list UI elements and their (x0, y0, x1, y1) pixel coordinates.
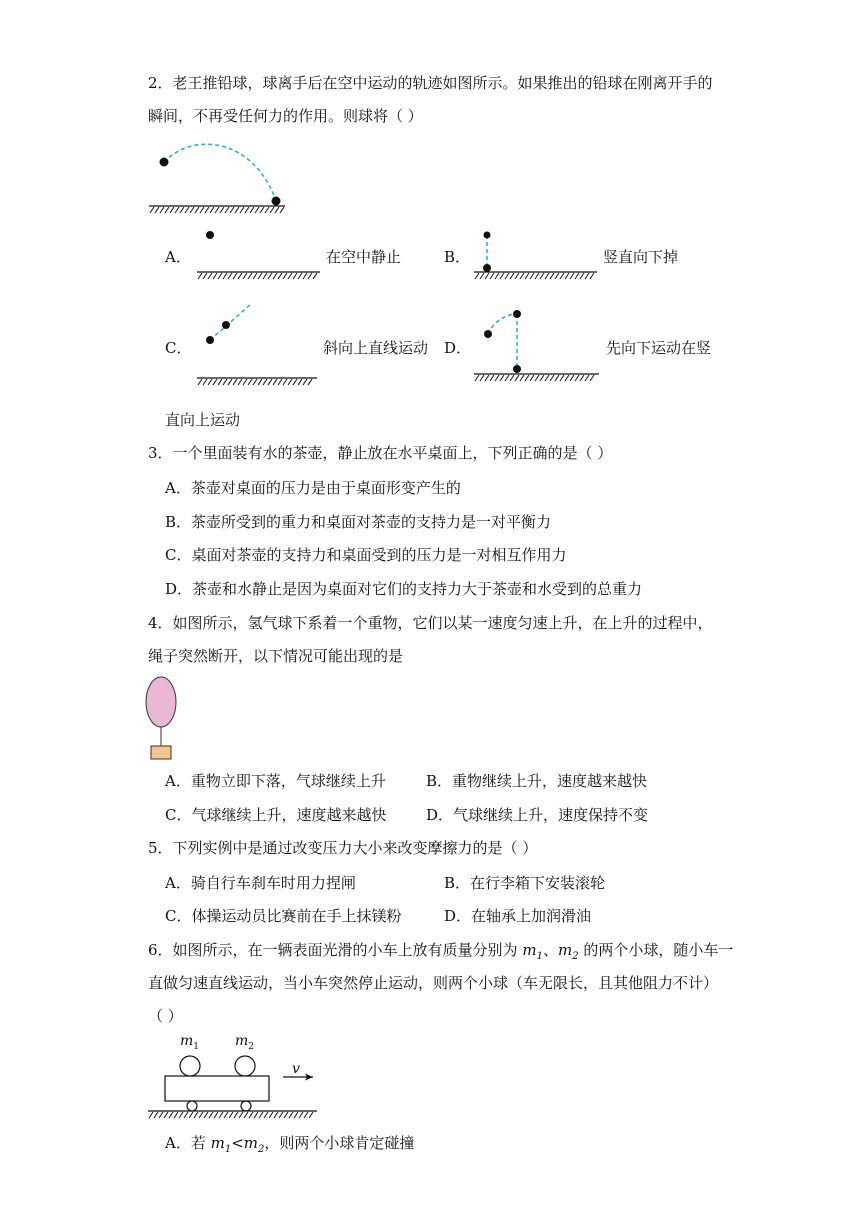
q4-option-d: D．气球继续上升，速度保持不变 (426, 806, 649, 824)
q2-option-b-figure (472, 228, 602, 282)
q6-m1-symbol: m (522, 941, 537, 959)
ground-hatch-marks (150, 207, 284, 213)
q6-stem-line3: （ ） (148, 1007, 183, 1025)
ball-moving-icon (222, 321, 230, 329)
q6-option-a-m1-subscript: 1 (224, 1144, 232, 1155)
q6-separator: 、 (542, 941, 558, 959)
fig-m2-subscript: 2 (248, 1041, 255, 1052)
q6-stem-line2: 直做匀速直线运动，当小车突然停止运动，则两个小球（车无限长，且其他阻力不计） (148, 974, 719, 992)
ball-bottom-icon (483, 264, 491, 272)
fig-m2-symbol: m (235, 1033, 249, 1049)
ball-start-icon (484, 330, 492, 338)
q2-option-d-figure (472, 300, 604, 390)
q5-stem: 5．下列实例中是通过改变压力大小来改变摩擦力的是（ ） (148, 839, 538, 857)
q2-option-b-letter: B． (444, 248, 471, 266)
ball-m1-icon (180, 1056, 200, 1076)
q6-m2-symbol: m (557, 941, 573, 959)
q3-option-a: A．茶壶对桌面的压力是由于桌面形变产生的 (165, 479, 461, 497)
q6-cart-figure (145, 1050, 325, 1122)
q2-option-a-text: 在空中静止 (326, 248, 402, 266)
q2-option-d-continuation: 直向上运动 (165, 411, 241, 429)
q2-stem-line2: 瞬间，不再受任何力的作用。则球将（ ） (148, 107, 423, 125)
q2-option-a-letter: A． (165, 248, 191, 266)
ball-start-icon (206, 336, 214, 344)
q2-option-b-text: 竖直向下掉 (603, 248, 679, 266)
q6-stem-line1 (148, 940, 733, 967)
q4-option-c: C．气球继续上升，速度越来越快 (165, 806, 387, 824)
q6-option-a-m2-subscript: 2 (258, 1144, 265, 1155)
q3-option-b: B．茶壶所受到的重力和桌面对茶壶的支持力是一对平衡力 (165, 513, 552, 531)
q2-option-d-text: 先向下运动在竖 (606, 339, 712, 357)
q4-balloon-figure (145, 676, 181, 762)
q2-option-c-letter: C． (165, 339, 192, 357)
balloon-icon (146, 677, 176, 727)
q6-option-a-prefix: A．若 (165, 1134, 211, 1152)
q6-stem-text-a: 6．如图所示，在一辆表面光滑的小车上放有质量分别为 (148, 941, 523, 959)
q6-option-a-less-than: < (231, 1134, 244, 1152)
ball-start-icon (160, 158, 169, 167)
weight-icon (151, 746, 171, 759)
fig-m1-subscript: 1 (193, 1041, 200, 1052)
q6-m2-subscript: 2 (572, 951, 579, 962)
ball-top-icon (513, 310, 521, 318)
q6-option-a-m2: m (243, 1134, 259, 1152)
q4-stem-line1: 4．如图所示，氢气球下系着一个重物，它们以某一速度匀速上升，在上升的过程中， (148, 614, 713, 632)
fig-m1-symbol: m (180, 1033, 194, 1049)
q6-option-a (165, 1133, 414, 1160)
q3-option-d: D．茶壶和水静止是因为桌面对它们的支持力大于茶壶和水受到的总重力 (165, 580, 643, 598)
ball-m2-icon (235, 1056, 255, 1076)
q6-fig-velocity-label: v (292, 1061, 300, 1077)
ball-bottom-icon (513, 365, 521, 373)
q5-option-c: C．体操运动员比赛前在手上抹镁粉 (165, 907, 402, 925)
q5-option-a: A．骑自行车刹车时用力捏闸 (165, 874, 356, 892)
q5-option-b: B．在行李箱下安装滚轮 (444, 874, 606, 892)
q6-option-a-m1: m (210, 1134, 225, 1152)
ball-icon (206, 231, 214, 239)
q6-option-a-suffix: ，则两个小球肯定碰撞 (264, 1134, 415, 1152)
q6-stem-text-b: 的两个小球，随小车一 (578, 941, 734, 959)
q2-option-d-letter: D． (444, 339, 472, 357)
q3-stem: 3．一个里面装有水的茶壶，静止放在水平桌面上，下列正确的是（ ） (148, 444, 613, 462)
ball-top-icon (484, 232, 491, 239)
q2-option-c-text: 斜向上直线运动 (323, 339, 429, 357)
q2-option-a-figure (195, 228, 325, 282)
q2-stem-line1: 2．老王推铅球，球离手后在空中运动的轨迹如图所示。如果推出的铅球在刚离开手的 (148, 74, 713, 92)
q2-option-c-figure (195, 300, 325, 390)
q2-main-figure (145, 150, 290, 214)
q4-option-a: A．重物立即下落，气球继续上升 (165, 772, 386, 790)
wheel-right-icon (241, 1101, 251, 1111)
ball-end-icon (272, 197, 281, 206)
q5-option-d: D．在轴承上加润滑油 (444, 907, 592, 925)
q4-option-b: B．重物继续上升，速度越来越快 (426, 772, 648, 790)
q6-m1-subscript: 1 (536, 951, 543, 962)
q3-option-c: C．桌面对茶壶的支持力和桌面受到的压力是一对相互作用力 (165, 546, 567, 564)
wheel-left-icon (187, 1101, 197, 1111)
trajectory-curve (164, 144, 276, 201)
cart-body (165, 1076, 269, 1101)
q4-stem-line2: 绳子突然断开，以下情况可能出现的是 (148, 647, 404, 665)
